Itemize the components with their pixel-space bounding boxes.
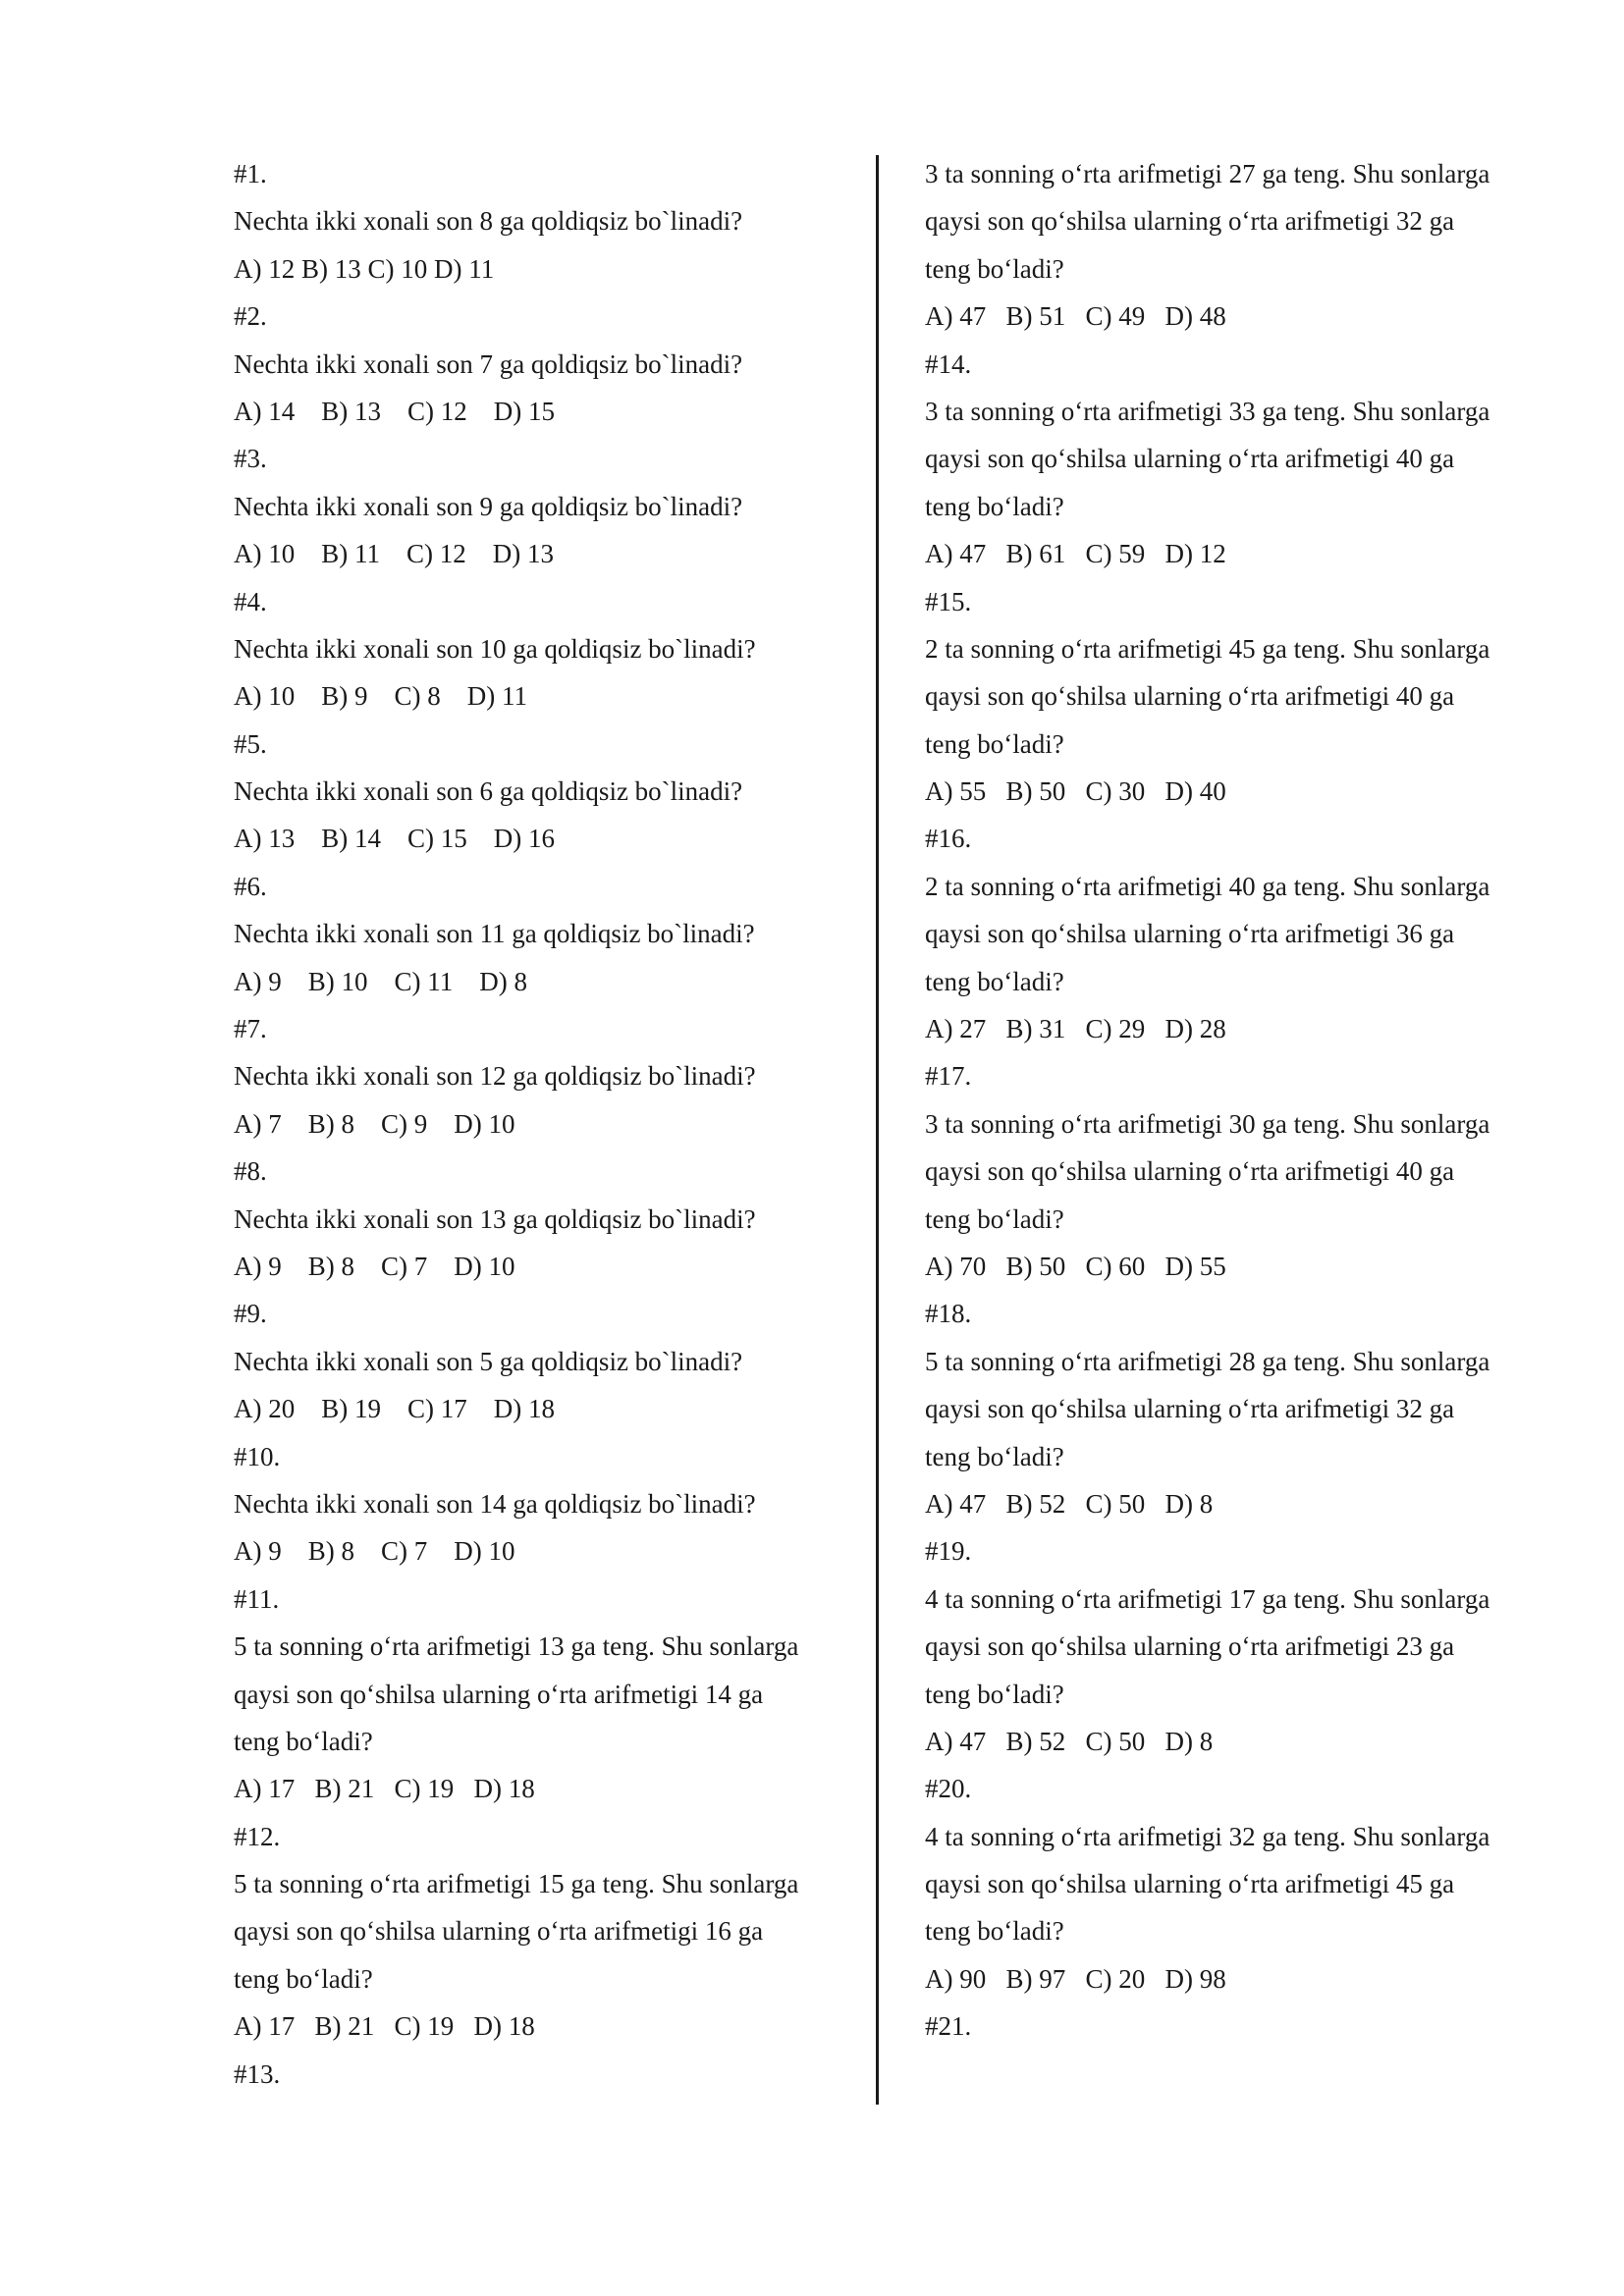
question-number: #16. xyxy=(925,824,972,854)
answer-options: A) 17 B) 21 C) 19 D) 18 xyxy=(234,1774,535,1804)
question-text-line: teng bo‘ladi? xyxy=(234,1963,373,1994)
question-text-line: qaysi son qo‘shilsa ularning o‘rta arifmetigi 32 ga xyxy=(925,1394,1455,1424)
answer-options: A) 10 B) 9 C) 8 D) 11 xyxy=(234,681,527,712)
answer-options: A) 55 B) 50 C) 30 D) 40 xyxy=(925,776,1226,807)
question-text-line: 4 ta sonning o‘rta arifmetigi 17 ga teng. Shu sonlarga xyxy=(925,1583,1490,1614)
question-text-line: teng bo‘ladi? xyxy=(925,1441,1064,1471)
question-text-line: Nechta ikki xonali son 13 ga qoldiqsiz bo`linadi? xyxy=(234,1203,756,1234)
question-number: #3. xyxy=(234,444,267,474)
question-text-line: qaysi son qo‘shilsa ularning o‘rta arifmetigi 16 ga xyxy=(234,1916,764,1947)
question-number: #4. xyxy=(234,586,267,616)
question-text-line: 3 ta sonning o‘rta arifmetigi 27 ga teng. Shu sonlarga xyxy=(925,159,1490,188)
question-text-line: 2 ta sonning o‘rta arifmetigi 45 ga teng. Shu sonlarga xyxy=(925,633,1490,664)
answer-options: A) 7 B) 8 C) 9 D) 10 xyxy=(234,1108,515,1139)
question-text-line: teng bo‘ladi? xyxy=(925,966,1064,996)
question-number: #18. xyxy=(925,1299,972,1329)
question-text-line: qaysi son qo‘shilsa ularning o‘rta arifmetigi 23 ga xyxy=(925,1631,1455,1662)
answer-options: A) 14 B) 13 C) 12 D) 15 xyxy=(234,396,555,426)
question-number: #9. xyxy=(234,1299,267,1329)
question-text-line: Nechta ikki xonali son 7 ga qoldiqsiz bo`linadi? xyxy=(234,348,743,379)
answer-options: A) 9 B) 8 C) 7 D) 10 xyxy=(234,1536,515,1567)
question-text-line: 2 ta sonning o‘rta arifmetigi 40 ga teng. Shu sonlarga xyxy=(925,871,1490,901)
question-text-line: qaysi son qo‘shilsa ularning o‘rta arifmetigi 36 ga xyxy=(925,919,1455,949)
answer-options: A) 9 B) 8 C) 7 D) 10 xyxy=(234,1251,515,1281)
answer-options: A) 17 B) 21 C) 19 D) 18 xyxy=(234,2011,535,2042)
question-text-line: teng bo‘ladi? xyxy=(925,1203,1064,1234)
question-text-line: teng bo‘ladi? xyxy=(925,1679,1064,1709)
column-divider xyxy=(876,155,879,2105)
question-number: #6. xyxy=(234,871,267,901)
question-text-line: Nechta ikki xonali son 8 ga qoldiqsiz bo`linadi? xyxy=(234,206,743,237)
answer-options: A) 47 B) 51 C) 49 D) 48 xyxy=(925,301,1226,332)
question-number: #8. xyxy=(234,1156,267,1187)
question-text-line: 4 ta sonning o‘rta arifmetigi 32 ga teng. Shu sonlarga xyxy=(925,1821,1490,1851)
question-number: #17. xyxy=(925,1061,972,1092)
answer-options: A) 47 B) 52 C) 50 D) 8 xyxy=(925,1726,1214,1756)
answer-options: A) 12 B) 13 C) 10 D) 11 xyxy=(234,253,495,284)
left-column xyxy=(234,150,833,2098)
question-number: #1. xyxy=(234,159,267,188)
question-text-line: 5 ta sonning o‘rta arifmetigi 28 ga teng. Shu sonlarga xyxy=(925,1346,1490,1376)
question-text-line: Nechta ikki xonali son 12 ga qoldiqsiz bo`linadi? xyxy=(234,1061,756,1092)
question-text-line: 5 ta sonning o‘rta arifmetigi 13 ga teng. Shu sonlarga xyxy=(234,1631,799,1662)
answer-options: A) 20 B) 19 C) 17 D) 18 xyxy=(234,1394,555,1424)
question-text-line: qaysi son qo‘shilsa ularning o‘rta arifmetigi 40 ga xyxy=(925,1156,1455,1187)
answer-options: A) 70 B) 50 C) 60 D) 55 xyxy=(925,1251,1226,1281)
question-text-line: Nechta ikki xonali son 6 ga qoldiqsiz bo`linadi? xyxy=(234,776,743,807)
question-text-line: teng bo‘ladi? xyxy=(925,728,1064,759)
question-text-line: Nechta ikki xonali son 11 ga qoldiqsiz bo`linadi? xyxy=(234,919,755,949)
question-text-line: qaysi son qo‘shilsa ularning o‘rta arifmetigi 32 ga xyxy=(925,206,1455,237)
question-number: #10. xyxy=(234,1441,281,1471)
right-column xyxy=(925,150,1524,2051)
question-number: #21. xyxy=(925,2011,972,2042)
question-text-line: 5 ta sonning o‘rta arifmetigi 15 ga teng. Shu sonlarga xyxy=(234,1869,799,1899)
question-number: #5. xyxy=(234,728,267,759)
answer-options: A) 47 B) 52 C) 50 D) 8 xyxy=(925,1488,1214,1519)
question-text-line: Nechta ikki xonali son 14 ga qoldiqsiz bo`linadi? xyxy=(234,1488,756,1519)
question-text-line: Nechta ikki xonali son 9 ga qoldiqsiz bo`linadi? xyxy=(234,491,743,521)
question-number: #13. xyxy=(234,2058,281,2089)
question-number: #19. xyxy=(925,1536,972,1567)
question-text-line: Nechta ikki xonali son 10 ga qoldiqsiz bo`linadi? xyxy=(234,633,756,664)
question-text-line: teng bo‘ladi? xyxy=(925,1916,1064,1947)
question-number: #2. xyxy=(234,301,267,332)
answer-options: A) 9 B) 10 C) 11 D) 8 xyxy=(234,966,527,996)
question-number: #11. xyxy=(234,1583,280,1614)
question-number: #15. xyxy=(925,586,972,616)
question-number: #14. xyxy=(925,348,972,379)
question-text-line: qaysi son qo‘shilsa ularning o‘rta arifmetigi 14 ga xyxy=(234,1679,764,1709)
question-text-line: teng bo‘ladi? xyxy=(234,1726,373,1756)
question-text-line: qaysi son qo‘shilsa ularning o‘rta arifmetigi 45 ga xyxy=(925,1869,1455,1899)
answer-options: A) 27 B) 31 C) 29 D) 28 xyxy=(925,1014,1226,1044)
answer-options: A) 90 B) 97 C) 20 D) 98 xyxy=(925,1963,1226,1994)
question-text-line: qaysi son qo‘shilsa ularning o‘rta arifmetigi 40 ga xyxy=(925,444,1455,474)
question-text-line: teng bo‘ladi? xyxy=(925,491,1064,521)
answer-options: A) 13 B) 14 C) 15 D) 16 xyxy=(234,824,555,854)
answer-options: A) 10 B) 11 C) 12 D) 13 xyxy=(234,539,554,569)
question-number: #7. xyxy=(234,1014,267,1044)
answer-options: A) 47 B) 61 C) 59 D) 12 xyxy=(925,539,1226,569)
question-text-line: 3 ta sonning o‘rta arifmetigi 30 ga teng. Shu sonlarga xyxy=(925,1108,1490,1139)
question-number: #12. xyxy=(234,1821,281,1851)
question-text-line: qaysi son qo‘shilsa ularning o‘rta arifmetigi 40 ga xyxy=(925,681,1455,712)
question-text-line: Nechta ikki xonali son 5 ga qoldiqsiz bo`linadi? xyxy=(234,1346,743,1376)
question-text-line: teng bo‘ladi? xyxy=(925,253,1064,284)
question-text-line: 3 ta sonning o‘rta arifmetigi 33 ga teng. Shu sonlarga xyxy=(925,396,1490,426)
question-number: #20. xyxy=(925,1774,972,1804)
